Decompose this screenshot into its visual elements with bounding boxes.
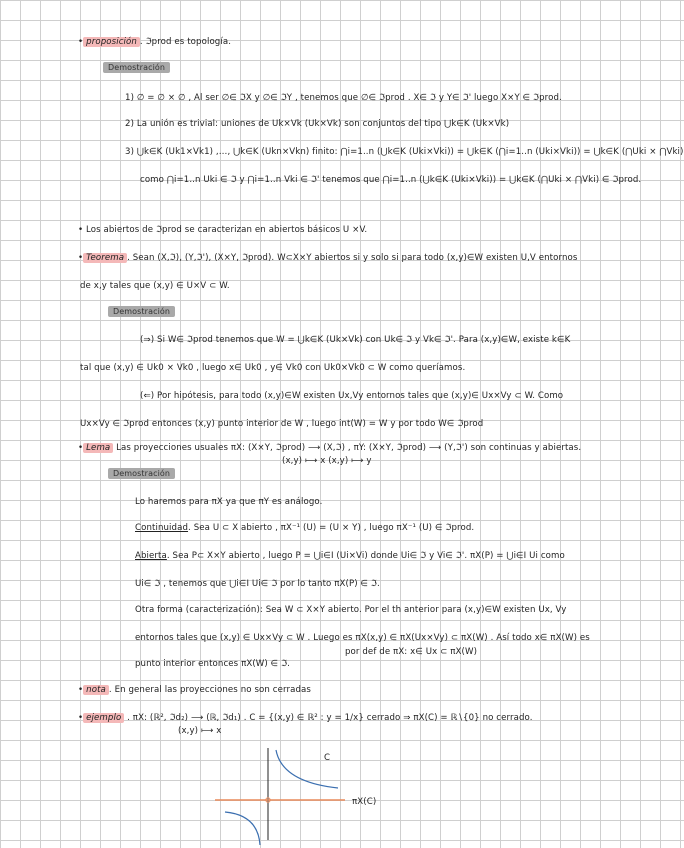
note-text: Abierta [135, 551, 167, 561]
note-text: punto interior entonces πX(W) ∈ ℑ. [135, 659, 291, 669]
note-text: Continuidad [135, 523, 189, 533]
highlighted-heading: Lema [83, 443, 113, 453]
highlighted-heading: Demostración [103, 62, 170, 73]
note-text: como ⋂i=1..n Uki ∈ ℑ y ⋂i=1..n Vki ∈ ℑ' tenemos que ⋂i=1..n (⋃k∈K (Uki×Vki)) = ⋃k∈K (⋂Uki × ⋂Vki) ∈ ℑprod. [140, 175, 642, 185]
bullet: • [78, 685, 84, 695]
note-text: Ux×Vy ∈ ℑprod entonces (x,y) punto interior de W , luego int(W) = W y por todo W∈ ℑprod [80, 419, 484, 429]
highlighted-heading: nota [83, 685, 109, 695]
note-text: (⇐) Por hipótesis, para todo (x,y)∈W existen Ux,Vy entornos tales que (x,y)∈ Ux×Vy ⊂ W. Como [140, 391, 564, 401]
note-text: Ui∈ ℑ , tenemos que ⋃i∈I Ui∈ ℑ por lo tanto πX(P) ∈ ℑ. [135, 579, 380, 589]
note-text: Lo haremos para πX ya que πY es análogo. [135, 497, 323, 507]
note-text: de x,y tales que (x,y) ∈ U×V ⊂ W. [80, 281, 230, 291]
note-text: 2) La unión es trivial: uniones de Uk×Vk (Uk×Vk) son conjuntos del tipo ⋃k∈K (Uk×Vk) [125, 119, 510, 129]
note-text-cont: . Sea U ⊂ X abierto , πX⁻¹ (U) = (U × Y) , luego πX⁻¹ (U) ∈ ℑprod. [188, 523, 475, 533]
note-text: entornos tales que (x,y) ∈ Ux×Vy ⊂ W . Luego es πX(x,y) ∈ πX(Ux×Vy) ⊂ πX(W) . Así todo x∈ πX(W) es [135, 633, 590, 643]
note-text-cont: . Sean (X,ℑ), (Y,ℑ'), (X×Y, ℑprod). W⊂X×Y abiertos si y solo si para todo (x,y)∈W existen U,V entornos [127, 253, 578, 263]
note-text-cont: . Sea P⊂ X×Y abierto , luego P = ⋃i∈I (Ui×Vi) donde Ui∈ ℑ y Vi∈ ℑ'. πX(P) = ⋃i∈I Ui como [166, 551, 565, 561]
note-text: (x,y) ⟼ x (x,y) ⟼ y [282, 456, 372, 466]
note-text: 3) ⋃k∈K (Uk1×Vk1) ,…, ⋃k∈K (Ukn×Vkn) finito: ⋂i=1..n (⋃k∈K (Uki×Vki)) = ⋃k∈K (⋂i=1..n (Uki×Vki)) = ⋃k∈K (⋂Uki × ⋂Vki) [125, 147, 684, 157]
note-text: • Los abiertos de ℑprod se caracterizan en abiertos básicos U ×V. [78, 225, 368, 235]
bullet: • [78, 37, 84, 47]
note-text-cont: . πX: (ℝ², ℑd₂) ⟶ (ℝ, ℑd₁) . C = {(x,y) ∈ ℝ² : y = 1/x} cerrado ⇒ πX(C) = ℝ∖{0} no cerrado. [124, 713, 533, 723]
note-text-cont: Las proyecciones usuales πX: (X×Y, ℑprod) ⟶ (X,ℑ) , πY: (X×Y, ℑprod) ⟶ (Y,ℑ') son continuas y abiertas. [113, 443, 582, 453]
bullet: • [78, 713, 84, 723]
highlighted-heading: ejemplo [83, 713, 124, 723]
highlighted-heading: Demostración [108, 306, 175, 317]
highlighted-heading: proposición [83, 37, 140, 47]
note-text-cont: . ℑprod es topología. [139, 37, 232, 47]
note-text: (⇒) Si W∈ ℑprod tenemos que W = ⋃k∈K (Uk×Vk) con Uk∈ ℑ y Vk∈ ℑ'. Para (x,y)∈W, existe k∈K [140, 335, 571, 345]
note-text: por def de πX: x∈ Ux ⊂ πX(W) [345, 647, 478, 657]
note-text: Otra forma (caracterización): Sea W ⊂ X×Y abierto. Por el th anterior para (x,y)∈W existen Ux, Vy [135, 605, 567, 615]
bullet: • [78, 443, 84, 453]
highlighted-heading: Teorema [83, 253, 127, 263]
hyperbola-branch-negative [225, 812, 260, 845]
note-text: C [324, 753, 331, 763]
note-text: tal que (x,y) ∈ Uk0 × Vk0 , luego x∈ Uk0 , y∈ Vk0 con Uk0×Vk0 ⊂ W como queríamos. [80, 363, 466, 373]
bullet: • [78, 253, 84, 263]
highlighted-heading: Demostración [108, 468, 175, 479]
note-text: (x,y) ⟼ x [178, 726, 222, 736]
note-text: πX(C) [352, 797, 377, 807]
note-text-cont: . En general las proyecciones no son cerradas [108, 685, 311, 695]
note-text: 1) ∅ = ∅ × ∅ , Al ser ∅∈ ℑX y ∅∈ ℑY , tenemos que ∅∈ ℑprod . X∈ ℑ y Y∈ ℑ' luego X×Y ∈ ℑprod. [125, 93, 562, 103]
hyperbola-branch-positive [276, 750, 338, 788]
